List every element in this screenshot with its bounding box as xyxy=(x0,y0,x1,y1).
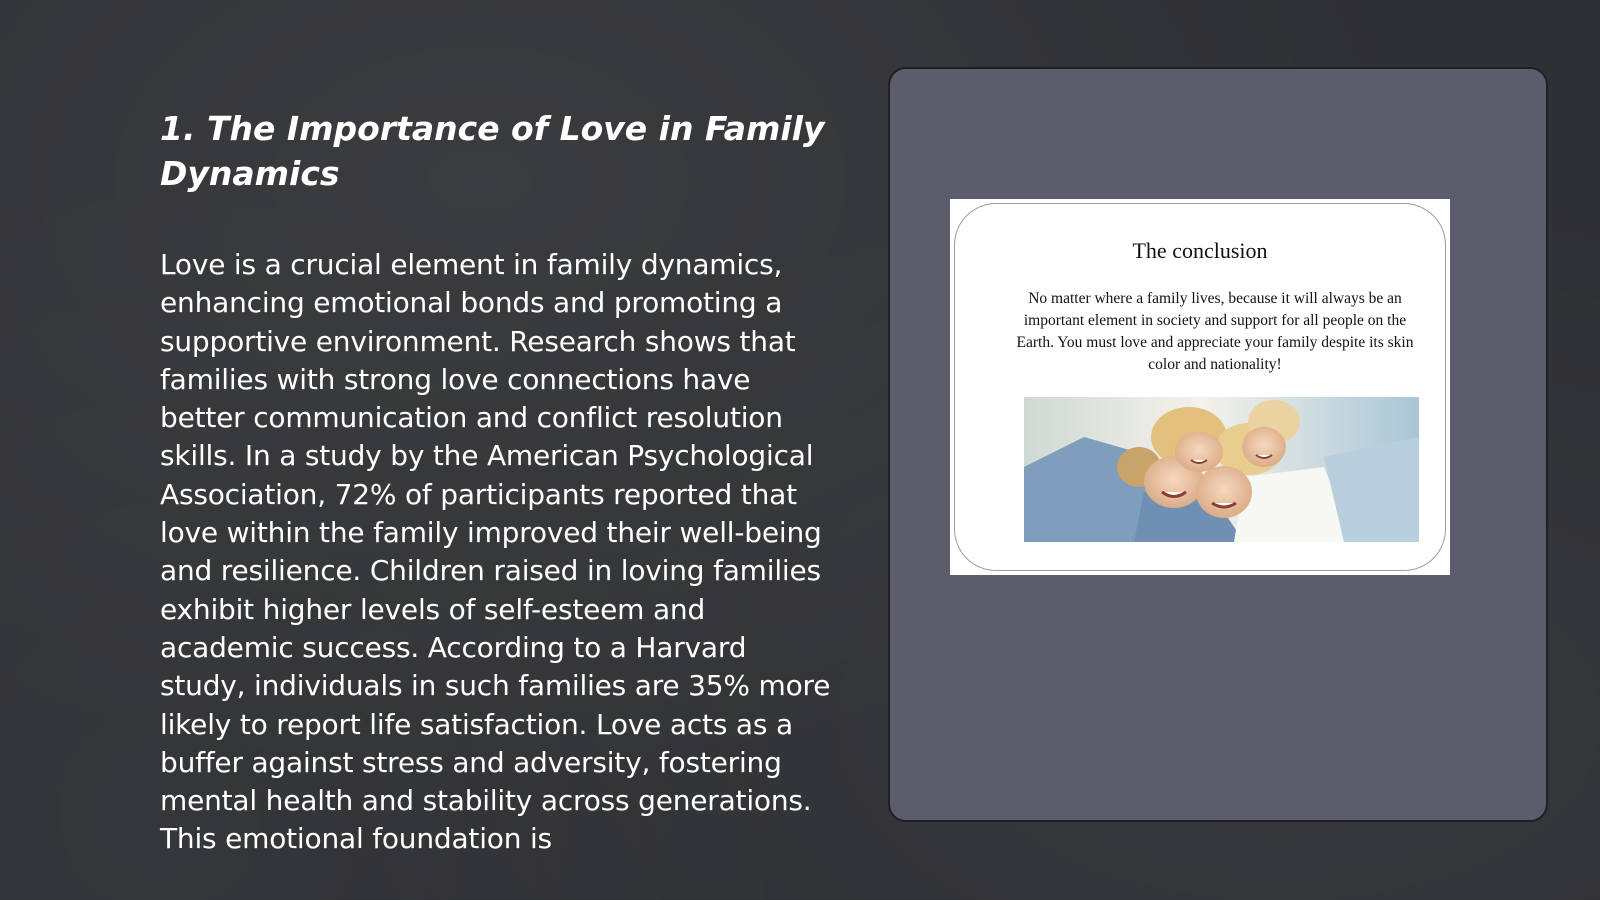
family-photo xyxy=(1024,397,1419,542)
slide-title: 1. The Importance of Love in Family Dynamics xyxy=(160,109,825,193)
conclusion-frame xyxy=(954,203,1446,571)
slide-body-text: Love is a crucial element in family dynamics, enhancing emotional bonds and promoting a supportive environment. Research shows that families with strong love connections have better communication and conflict resolution skills. In a study by the American Psychological Association, 72% of participants reported that love within the family improved their well-being and resilience. Children raised in loving families exhibit higher levels of self-esteem and academic success. According to a Harvard study, individuals in such families are 35% more likely to report life satisfaction. Love acts as a buffer against stress and adversity, fostering mental health and stability across generations. This emotional foundation is xyxy=(160,248,831,856)
family-photo-illustration xyxy=(1024,397,1419,542)
conclusion-text: No matter where a family lives, because it will always be an important element in society and support for all people on the Earth. You must love and appreciate your family despite its skin color and nationality! xyxy=(1016,290,1414,373)
conclusion-title: The conclusion xyxy=(1132,238,1268,263)
conclusion-image xyxy=(950,199,1450,575)
